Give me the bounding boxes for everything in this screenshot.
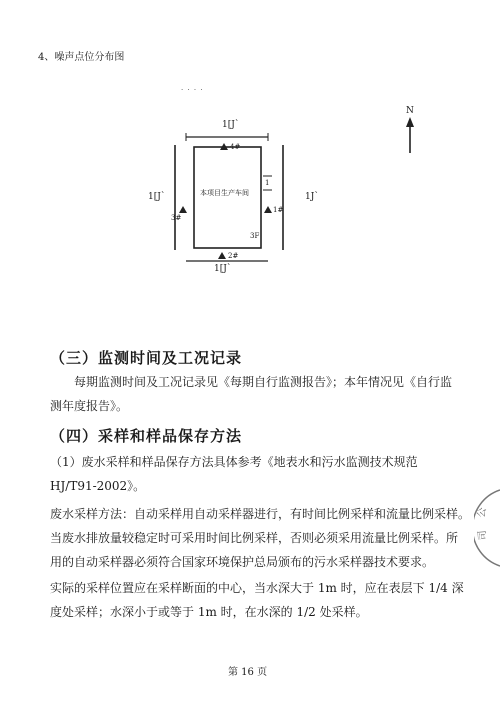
section-3-line-1: 每期监测时间及工况记录见《每期自行监测报告》；本年情况见《自行监	[74, 375, 453, 389]
section-4-line-6: 实际的采样位置应在采样断面的中心，当水深大于 1m 时，应在表层下 1/4 深	[50, 581, 464, 595]
section-4-heading: （四）采样和样品保存方法	[50, 427, 243, 445]
decorative-dots: · · · ·	[181, 86, 204, 94]
section-4-line-4: 当废水排放量较稳定时可采用时间比例采样，否则必须采用流量比例采样。所	[50, 531, 459, 545]
company-seal-partial	[474, 488, 500, 568]
point-2-label: 2#	[228, 252, 239, 260]
section-4-line-5: 用的自动采样器必须符合国家环境保护总局颁布的污水采样器技术要求。	[50, 555, 435, 569]
diagram-lines	[0, 0, 500, 300]
section-4-line-1: （1）废水采样和样品保存方法具体参考《地表水和污水监测技术规范	[50, 455, 418, 469]
section-3-heading: （三）监测时间及工况记录	[50, 349, 243, 367]
right-boundary-label: 1J`	[305, 192, 319, 202]
section-4-line-3: 废水采样方法：自动采样用自动采样器进行，有时间比例采样和流量比例采样。	[50, 507, 471, 521]
section-3-line-2: 测年度报告》。	[50, 399, 129, 413]
top-boundary-label: 1[J`	[222, 120, 240, 130]
point-1-triangle	[264, 206, 272, 213]
section-4-line-2: HJ/T91-2002》。	[50, 479, 146, 493]
section-4-line-7: 度处采样；水深小于或等于 1m 时，在水深的 1/2 处采样。	[50, 605, 368, 619]
section-title: 4、噪声点位分布图	[38, 52, 125, 63]
point-4-label: 4#	[230, 143, 241, 151]
point-3-label: 3#	[171, 214, 182, 222]
floor-label: 3F	[250, 232, 260, 240]
point-2-triangle	[218, 252, 226, 259]
point-1-label: 1#	[273, 206, 284, 214]
bottom-boundary-label: 1[J`	[214, 264, 232, 274]
noise-point-diagram	[0, 0, 500, 300]
inner-tick-label: 1	[265, 179, 270, 187]
svg-text:公: 公	[476, 506, 489, 519]
north-label: N	[406, 106, 414, 116]
left-boundary-label: 1[J`	[148, 192, 166, 202]
point-3-triangle	[179, 206, 187, 213]
building-label: 本项目生产车间	[200, 189, 249, 197]
north-arrow-head	[406, 117, 414, 127]
page-number: 第 16 页	[228, 667, 268, 678]
svg-text:司: 司	[477, 529, 489, 541]
